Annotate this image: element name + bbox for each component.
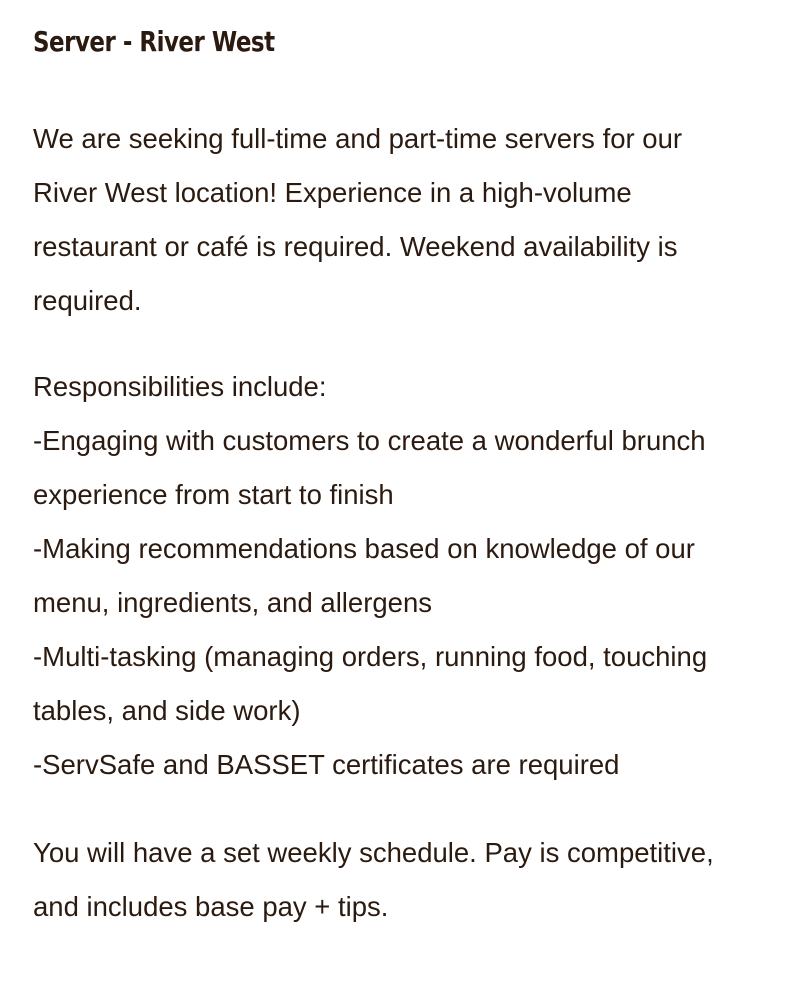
schedule-line: and includes base pay + tips.	[33, 891, 389, 922]
responsibility-line: -Multi-tasking (managing orders, running food, touching	[33, 641, 708, 672]
intro-line: River West location! Experience in a high-volume	[33, 177, 632, 208]
responsibility-line: menu, ingredients, and allergens	[33, 587, 433, 618]
intro-line: restaurant or café is required. Weekend availability is	[33, 231, 678, 262]
responsibilities-section	[33, 360, 707, 792]
intro-line: required.	[33, 285, 142, 316]
responsibility-line: -Making recommendations based on knowledge of our	[33, 533, 695, 564]
intro-paragraph	[33, 112, 682, 328]
intro-line: We are seeking full-time and part-time servers for our	[33, 123, 683, 154]
responsibility-line: experience from start to finish	[33, 479, 394, 510]
schedule-line: You will have a set weekly schedule. Pay is competitive,	[33, 837, 714, 868]
responsibility-line: tables, and side work)	[33, 695, 301, 726]
responsibilities-heading: Responsibilities include:	[33, 371, 327, 402]
responsibility-line: -Engaging with customers to create a wonderful brunch	[33, 425, 706, 456]
schedule-paragraph	[33, 826, 714, 934]
responsibility-line: -ServSafe and BASSET certificates are required	[33, 749, 620, 780]
job-title: Server - River West	[33, 25, 275, 58]
